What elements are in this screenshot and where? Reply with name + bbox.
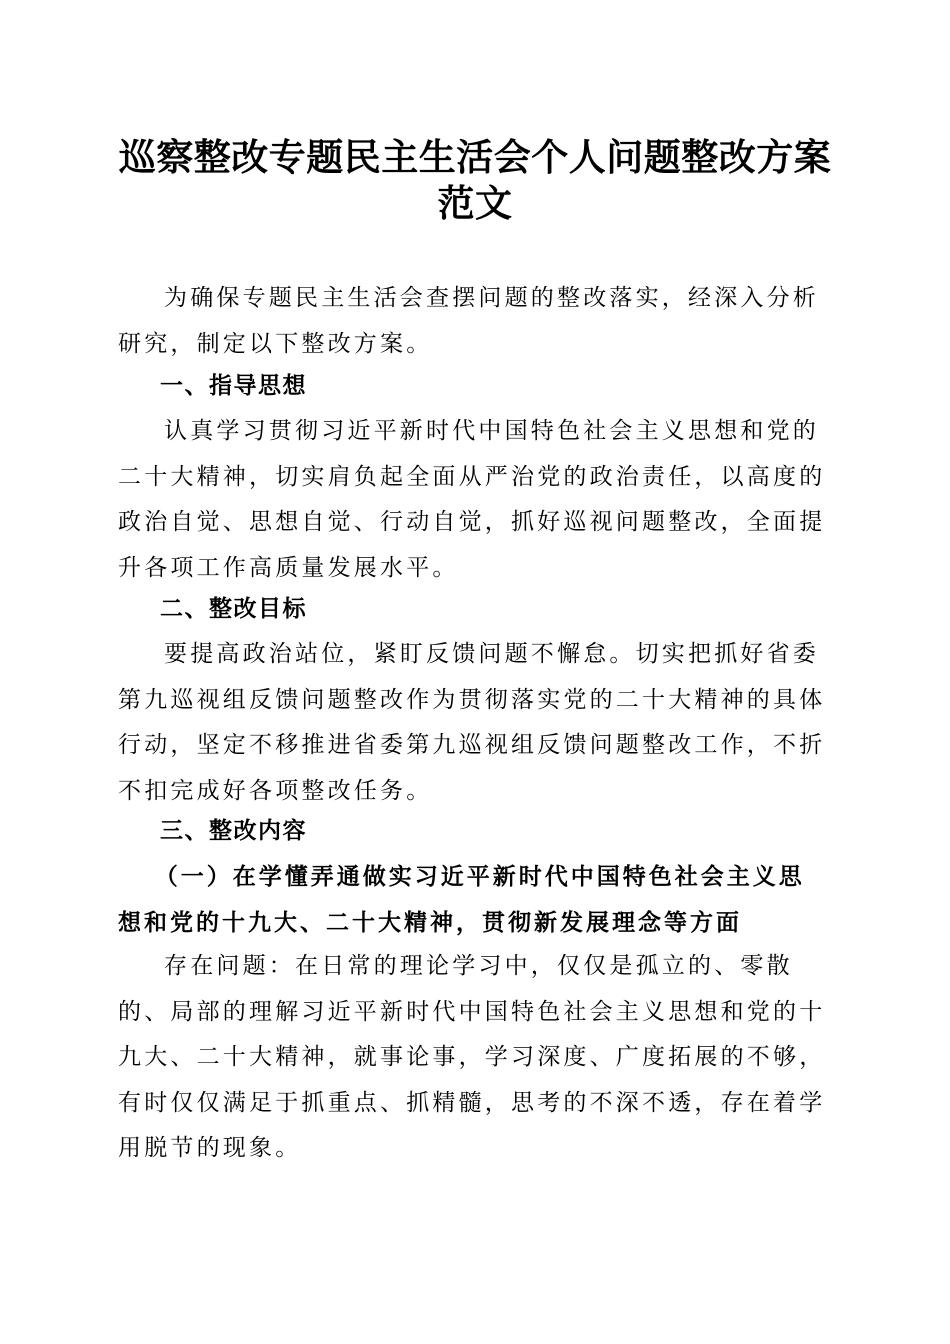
subsection-body-existing-problems: 存在问题：在日常的理论学习中，仅仅是孤立的、零散的、局部的理解习近平新时代中国特色社会主义思想和党的十九大、二十大精神，就事论事，学习深度、广度拓展的不够，有时仅仅满足于抓重点、抓精髓，思考的不深不透，存在着学用脱节的现象。: [118, 953, 826, 1161]
section-body-rectification-goals: 要提高政治站位，紧盯反馈问题不懈怠。切实把抓好省委第九巡视组反馈问题整改作为贯彻落实党的二十大精神的具体行动，坚定不移推进省委第九巡视组反馈问题整改工作，不折不扣完成好各项整改任务。: [118, 641, 826, 804]
document-title: 巡察整改专题民主生活会个人问题整改方案范文: [118, 135, 832, 225]
section-heading-rectification-content: 三、整改内容: [160, 818, 307, 844]
section-heading-guiding-ideology: 一、指导思想: [160, 373, 307, 399]
subsection-heading-theory-study: （一）在学懂弄通做实习近平新时代中国特色社会主义思想和党的十九大、二十大精神，贯彻新发展理念等方面: [118, 863, 805, 936]
section-heading-rectification-goals: 二、整改目标: [160, 596, 307, 622]
intro-paragraph: 为确保专题民主生活会查摆问题的整改落实，经深入分析研究，制定以下整改方案。: [118, 285, 819, 357]
section-body-guiding-ideology: 认真学习贯彻习近平新时代中国特色社会主义思想和党的二十大精神，切实肩负起全面从严治党的政治责任，以高度的政治自觉、思想自觉、行动自觉，抓好巡视问题整改，全面提升各项工作高质量发展水平。: [118, 418, 826, 581]
